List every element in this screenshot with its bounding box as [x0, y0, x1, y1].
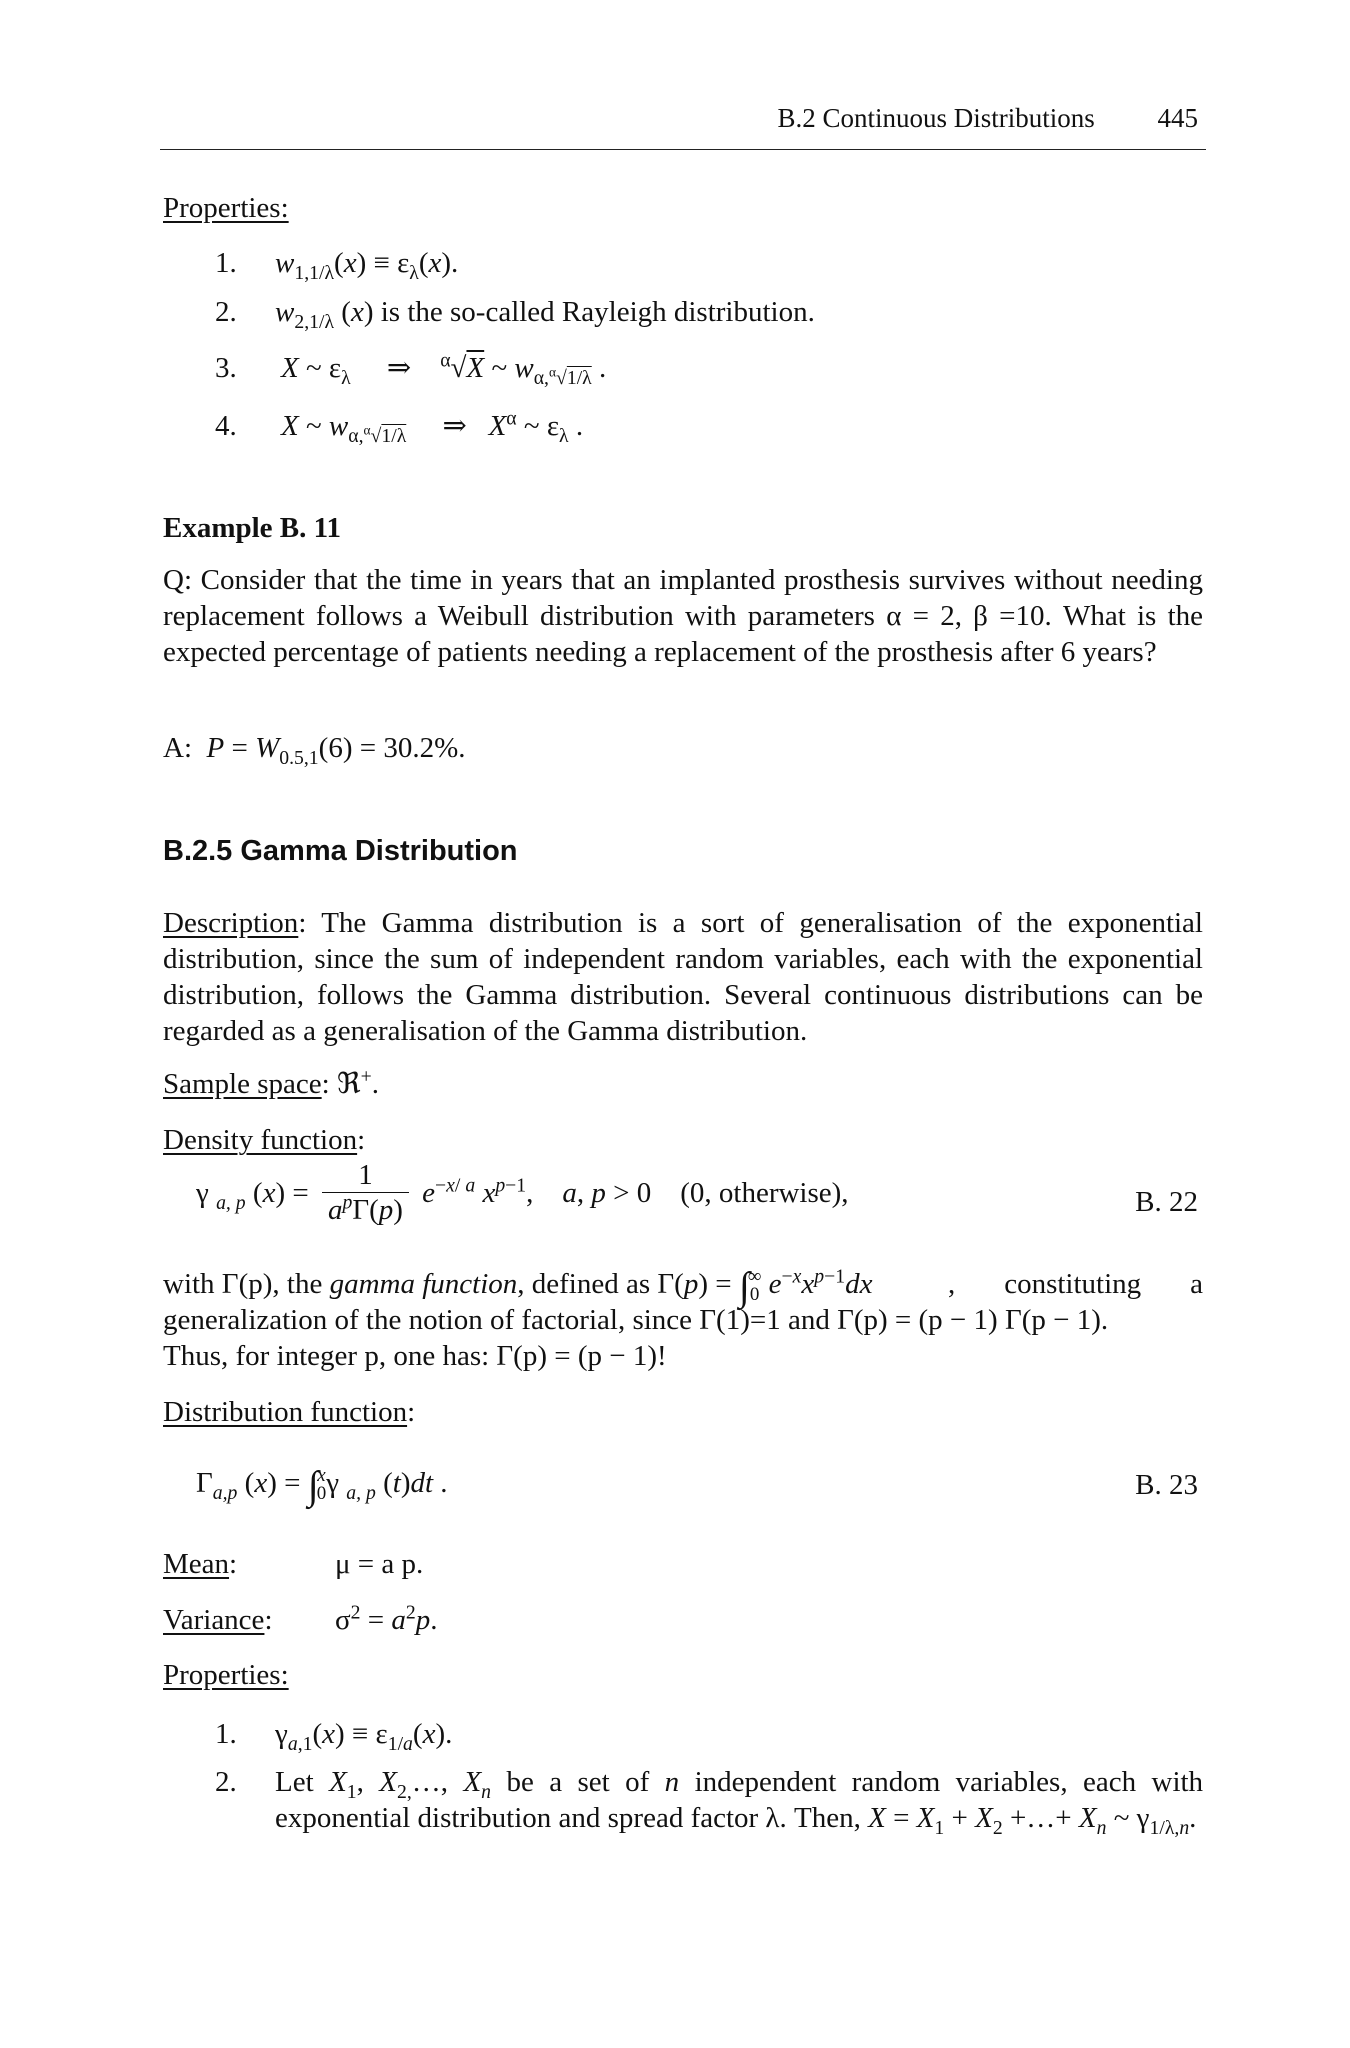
variance-label: Variance	[163, 1604, 265, 1636]
item-number: 3.	[215, 352, 237, 384]
gamma-function-line: with Γ(p), the gamma function, defined as Γ(p) = ∫ ∞ 0 $e^{-x}x^{p-1}dx$	[163, 1263, 873, 1309]
variance-value: $\sigma^2 = a^2p$.	[335, 1601, 438, 1636]
density-heading: Density function:	[163, 1124, 366, 1156]
density-fraction: $\frac{1}{a^p\Gamma(p)}$	[322, 1160, 409, 1225]
example-question: Q: Consider that the time in years that an implanted prosthesis survives without needing replacement follows a Weibull distribution with parameters α = 2, β =10. What is the expected percentage of patients needing a replacement of the prosthesis after 6 years?	[163, 564, 1203, 668]
gamma-integer-line: Thus, for integer p, one has: Γ(p) = (p − 1)!	[163, 1340, 667, 1372]
density-label: Density function	[163, 1124, 358, 1156]
properties-heading: Properties:	[163, 1659, 289, 1691]
header-rule	[160, 149, 1206, 150]
property-formula: $w_{2,1/\lambda}$ (x) is the so-called Rayleigh distribution.	[275, 296, 815, 333]
item-number: 1.	[215, 247, 237, 279]
description-label: Description	[163, 907, 299, 939]
answer-prefix: A:	[163, 732, 192, 764]
example-title: Example B. 11	[163, 512, 342, 544]
property-formula: $\gamma_{a,1}(x) \equiv \varepsilon_{1/a}(x)$.	[275, 1718, 453, 1755]
sample-space: Sample space: ℜ+.	[163, 1065, 379, 1100]
property-formula: $w_{1,1/\lambda}(x) \equiv \varepsilon_\lambda(x)$.	[275, 247, 459, 284]
page-number: 445	[1157, 103, 1198, 133]
distribution-heading: Distribution function:	[163, 1396, 416, 1428]
mean-row: Mean: μ = a p.	[163, 1548, 424, 1580]
distribution-equation: $\Gamma_{a,p}$ (x) = ∫ x 0 γ $_{a, p}$ (t)dt .	[196, 1462, 448, 1508]
mean-value: μ = a p.	[335, 1548, 424, 1580]
variance-row: Variance: $\sigma^2 = a^2p$.	[163, 1601, 438, 1636]
property-formula: X ~ $w_{\alpha,^\alpha√1/\lambda}$ ⇒ $X^\alpha$ ~ $\varepsilon_\lambda$ .	[281, 407, 584, 447]
gamma-function-paragraph: , constituting a generalization of the notion of factorial, since Γ(1)=1 and Γ(p) = (p − 1) Γ(p − 1).	[163, 1268, 1203, 1336]
item-number: 4.	[215, 410, 237, 442]
item-number: 2.	[215, 296, 237, 328]
density-equation: γ $_{a, p}$ (x) = $\frac{1}{a^p\Gamma(p)}$ $e^{-x/ a}$ $x^{p-1}$, a, p > 0 (0, otherwise),	[196, 1159, 849, 1226]
example-answer: A: $P = W_{0.5,1}(6) = 30.2\%$.	[163, 732, 466, 769]
description-paragraph	[163, 905, 1203, 1049]
gamma-fn-intro: with Γ(p), the	[163, 1268, 323, 1300]
distribution-label: Distribution function	[163, 1396, 408, 1428]
equation-number: B. 23	[1135, 1469, 1198, 1501]
section-heading: B.2.5 Gamma Distribution	[163, 835, 518, 867]
property-text: Let $X_1$, $X_{2,}\dots$, $X_n$ be a set of n independent random variables, each with exponential distribution and spread factor λ. Then, $X = X_1 + X_2$ +…+ $X_n$ ~ $\gamma_{1/\lambda,n}$.	[275, 1766, 1204, 1839]
gamma-fn-name: gamma function	[329, 1268, 518, 1300]
equation-number: B. 22	[1135, 1186, 1198, 1218]
properties-heading: Properties:	[163, 192, 289, 224]
property-formula: X ~ $\varepsilon_\lambda$ ⇒ $^\alpha$√X ~ $w_{\alpha,^\alpha√1/\lambda}$ .	[281, 349, 607, 389]
answer-value: 30.2%.	[383, 732, 466, 764]
sample-space-label: Sample space	[163, 1068, 322, 1100]
running-header	[777, 100, 1198, 136]
gamma-fn-defined: , defined as	[517, 1268, 651, 1300]
item-number: 2.	[215, 1766, 237, 1798]
header-section-title: B.2 Continuous Distributions	[777, 103, 1095, 133]
property-text: is the so-called Rayleigh distribution.	[380, 296, 815, 328]
description-text: : The Gamma distribution is a sort of generalisation of the exponential distribution, since the sum of independent random variables, each with the exponential distribution, follows the Gamma distribution. Several continuous distributions can be regarded as a generalisation of the Gamma distribution.	[163, 907, 1203, 1047]
item-number: 1.	[215, 1718, 237, 1750]
mean-label: Mean	[163, 1548, 230, 1580]
density-condition: (0, otherwise),	[680, 1176, 849, 1209]
